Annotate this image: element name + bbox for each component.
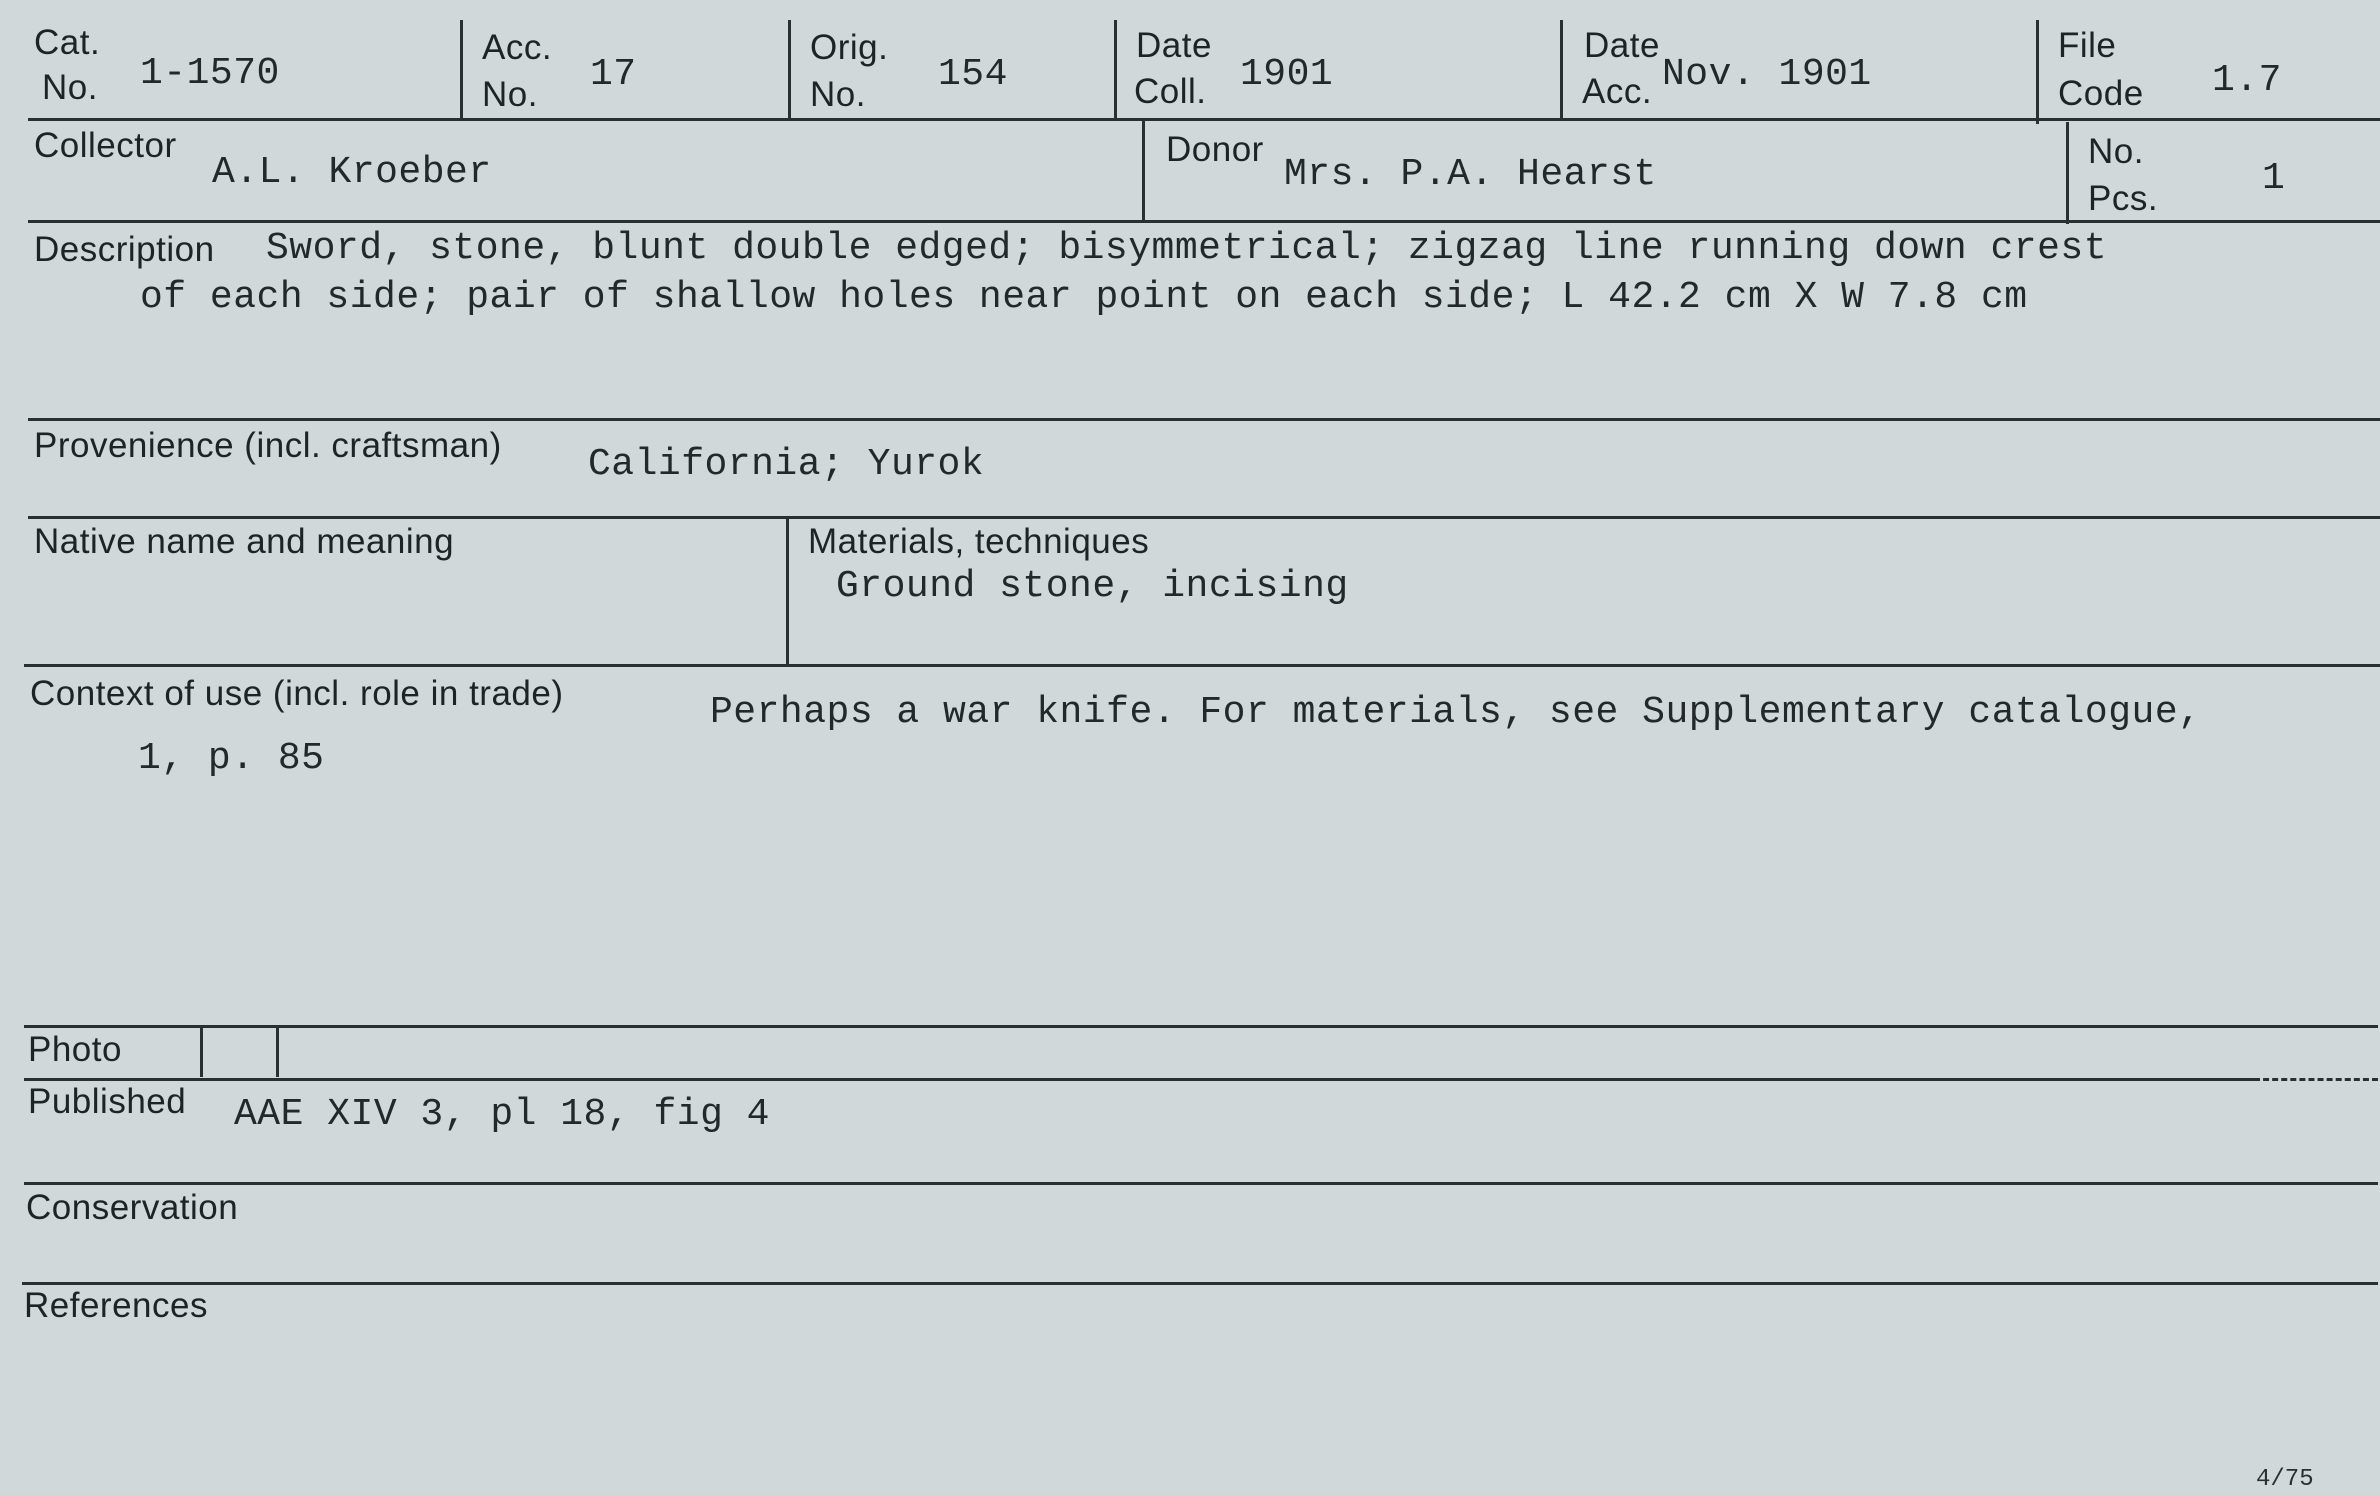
rule-provenience (28, 516, 2380, 519)
context-label: Context of use (incl. role in trade) (30, 674, 564, 713)
divider-acc-orig (788, 20, 791, 120)
photo-box-divider-1 (200, 1025, 203, 1077)
materials-label: Materials, techniques (808, 522, 1150, 561)
acc-no-label-top: Acc. (482, 28, 553, 67)
collector-label: Collector (34, 126, 177, 165)
materials-value: Ground stone, incising (836, 565, 1349, 608)
orig-no-value: 154 (938, 53, 1008, 96)
divider-donor-nopcs (2066, 122, 2069, 224)
divider-datecoll-dateacc (1560, 20, 1563, 120)
cat-no-label-bottom: No. (42, 68, 98, 107)
rule-conservation (22, 1282, 2378, 1285)
provenience-value: California; Yurok (588, 443, 985, 486)
file-code-value: 1.7 (2212, 59, 2282, 102)
context-line-2: 1, p. 85 (138, 737, 325, 780)
rule-description (28, 418, 2380, 421)
provenience-label: Provenience (incl. craftsman) (34, 426, 502, 465)
description-line-1: Sword, stone, blunt double edged; bisymmetrical; zigzag line running down crest (266, 227, 2107, 270)
donor-label: Donor (1166, 130, 1264, 169)
description-line-2: of each side; pair of shallow holes near point on each side; L 42.2 cm X W 7.8 cm (140, 276, 2028, 319)
file-code-label-top: File (2058, 26, 2117, 65)
rule-published (24, 1182, 2378, 1185)
published-label: Published (28, 1082, 187, 1121)
date-coll-label-bottom: Coll. (1134, 72, 1207, 111)
rule-row2 (28, 220, 2380, 223)
collector-value: A.L. Kroeber (212, 151, 492, 194)
divider-dateacc-filecode (2036, 20, 2039, 124)
divider-native-materials (786, 518, 789, 664)
published-value: AAE XIV 3, pl 18, fig 4 (234, 1093, 770, 1136)
conservation-label: Conservation (26, 1188, 239, 1227)
description-label: Description (34, 230, 215, 269)
cat-no-value: 1-1570 (140, 52, 280, 95)
date-acc-label-bottom: Acc. (1582, 72, 1653, 111)
no-pcs-label-bottom: Pcs. (2088, 179, 2159, 218)
acc-no-label-bottom: No. (482, 75, 538, 114)
rule-row1 (28, 118, 2380, 121)
divider-cat-acc (460, 20, 463, 120)
acc-no-value: 17 (590, 53, 637, 96)
date-coll-label-top: Date (1136, 26, 1212, 65)
references-label: References (24, 1286, 208, 1325)
cat-no-label-top: Cat. (34, 23, 101, 62)
context-line-1: Perhaps a war knife. For materials, see Supplementary catalogue, (710, 691, 2202, 734)
donor-value: Mrs. P.A. Hearst (1284, 153, 1657, 196)
rule-materials (24, 664, 2380, 667)
rule-photo-bottom (24, 1078, 2254, 1081)
no-pcs-value: 1 (2262, 157, 2286, 200)
divider-orig-datecoll (1114, 20, 1117, 120)
date-coll-value: 1901 (1240, 53, 1334, 96)
orig-no-label-top: Orig. (810, 28, 889, 67)
form-number: 4/75 (2256, 1466, 2314, 1493)
divider-collector-donor (1142, 120, 1145, 220)
orig-no-label-bottom: No. (810, 75, 866, 114)
rule-photo-top (24, 1025, 2378, 1028)
photo-box-divider-2 (276, 1025, 279, 1077)
native-name-label: Native name and meaning (34, 522, 455, 561)
no-pcs-label-top: No. (2088, 132, 2144, 171)
date-acc-label-top: Date (1584, 26, 1660, 65)
rule-photo-bottom-dashed (2254, 1078, 2378, 1081)
file-code-label-bottom: Code (2058, 74, 2144, 113)
photo-label: Photo (28, 1030, 122, 1069)
date-acc-value: Nov. 1901 (1662, 53, 1872, 96)
